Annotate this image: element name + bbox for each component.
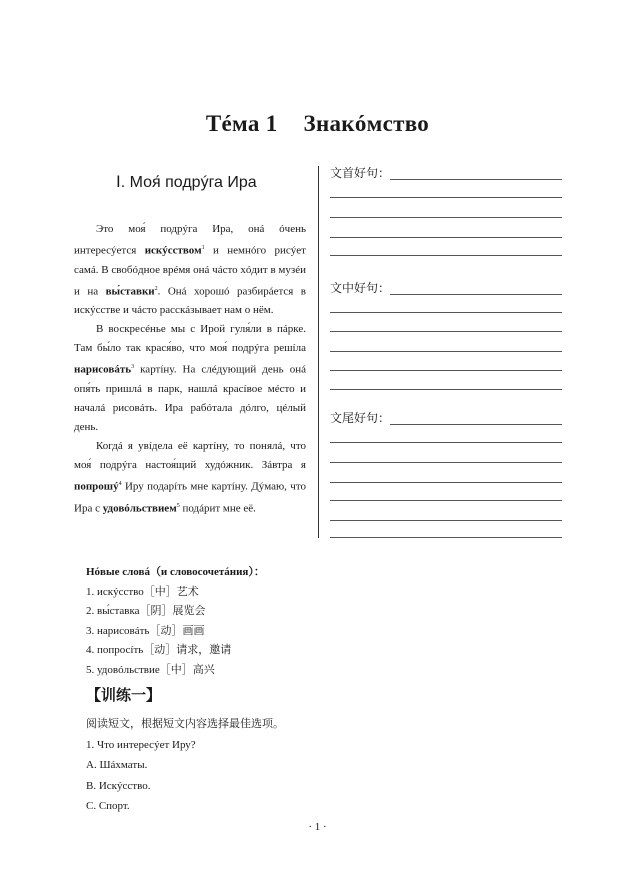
topic-title bbox=[0, 111, 635, 137]
footnote-mark: 2 bbox=[154, 285, 158, 292]
note-line[interactable] bbox=[330, 197, 562, 198]
note-line[interactable] bbox=[330, 500, 562, 501]
note-line[interactable] bbox=[330, 537, 562, 538]
vocab-item: 2. вы́ставка［阴］展览会 bbox=[86, 605, 206, 617]
note-line[interactable] bbox=[330, 331, 562, 332]
note-line[interactable] bbox=[390, 294, 562, 295]
note-line[interactable] bbox=[390, 424, 562, 425]
footnote-mark: 4 bbox=[118, 480, 122, 487]
note-line[interactable] bbox=[330, 482, 562, 483]
vocab-word: искýсством bbox=[144, 244, 202, 257]
story-text bbox=[74, 220, 306, 518]
note-line[interactable] bbox=[330, 312, 562, 313]
note-line[interactable] bbox=[330, 462, 562, 463]
story-text-run: и немнóго рисýет самá. В свобóдное врéмя онá чáсто хóдит в музéи и на bbox=[74, 244, 306, 298]
vocab-list bbox=[86, 563, 386, 680]
exercise-task bbox=[86, 714, 556, 817]
exercise-instruction: 阅读短文，根据短文内容选择最佳选项。 bbox=[86, 718, 284, 730]
note-line[interactable] bbox=[330, 442, 562, 443]
vocab-item: 5. удовóльствие［中］高兴 bbox=[86, 663, 215, 676]
note-label-middle: 文中好句： bbox=[330, 281, 391, 295]
story-text-run: . Онá хорошó разбирáется в искýсстве и чáсто расскáзывает нам о нём. bbox=[74, 285, 306, 317]
vocab-word: попрошý bbox=[74, 480, 119, 493]
story-text-run: подáрит мне её. bbox=[179, 502, 256, 515]
story-paragraph-2 bbox=[74, 320, 306, 437]
vocab-item: 3. нарисовáть［动］画画 bbox=[86, 624, 205, 637]
note-line[interactable] bbox=[330, 370, 562, 371]
question-text: 1. Что интересýет Иру? bbox=[86, 738, 196, 751]
topic-number: Тéма 1 bbox=[205, 111, 278, 136]
story-text-run: картíну. На слéдующий день онá опя́ть пришлá в парк, нашлá красíвое мéсто и началá рисовáть. Ира рабóтала дóлго, цéлый день. bbox=[74, 363, 306, 433]
vocab-word: нарисовáть bbox=[74, 363, 132, 376]
vocab-word: вы́ставки bbox=[105, 285, 155, 298]
note-line[interactable] bbox=[330, 237, 562, 238]
answer-option[interactable]: B. Искýсство. bbox=[86, 779, 151, 792]
page-number: · 1 · bbox=[308, 821, 327, 833]
story-text-run: В воскресéнье мы с Ирой гуля́ли в пáрке. Там бы́ло так крася́во, что моя́ подрýга решíла bbox=[74, 323, 306, 355]
note-line[interactable] bbox=[330, 255, 562, 256]
topic-name: Знакóмство bbox=[303, 111, 430, 136]
vocab-item: 4. попросíть［动］请求，邀请 bbox=[86, 644, 232, 656]
answer-option[interactable]: C. Спорт. bbox=[86, 800, 130, 812]
story-paragraph-1 bbox=[74, 220, 306, 320]
note-line[interactable] bbox=[330, 351, 562, 352]
note-label-start: 文首好句： bbox=[330, 166, 391, 180]
story-paragraph-3 bbox=[74, 437, 306, 518]
note-line[interactable] bbox=[330, 389, 562, 390]
footnote-mark: 3 bbox=[131, 364, 135, 371]
column-divider bbox=[318, 166, 319, 538]
note-line[interactable] bbox=[330, 217, 562, 218]
story-text-run: Иру подарíть мне картíну. Дýмаю, что Ира с bbox=[74, 480, 306, 515]
note-line[interactable] bbox=[330, 520, 562, 521]
exercise-heading: 【训练一】 bbox=[86, 686, 162, 704]
note-label-end: 文尾好句： bbox=[330, 411, 391, 425]
section-heading: Ⅰ. Моя́ подрýга Ира bbox=[116, 174, 257, 191]
note-line[interactable] bbox=[390, 179, 562, 180]
vocab-item: 1. искýсство［中］艺术 bbox=[86, 585, 199, 598]
vocab-title: Нóвые словá（и словосочетáния）： bbox=[86, 566, 265, 578]
footnote-mark: 1 bbox=[201, 245, 205, 251]
story-text-run: Когдá я увíдела её картíну, то понялá, что моя́ подрýга настоя́щий худóжник. Зáвтра я bbox=[74, 439, 306, 471]
story-text-run: Это моя́ подрýга Ира, онá óчень интересýется bbox=[74, 223, 306, 257]
answer-option[interactable]: A. Шáхматы. bbox=[86, 759, 148, 771]
footnote-mark: 5 bbox=[176, 502, 180, 509]
vocab-word: удовóльствием bbox=[102, 502, 177, 515]
